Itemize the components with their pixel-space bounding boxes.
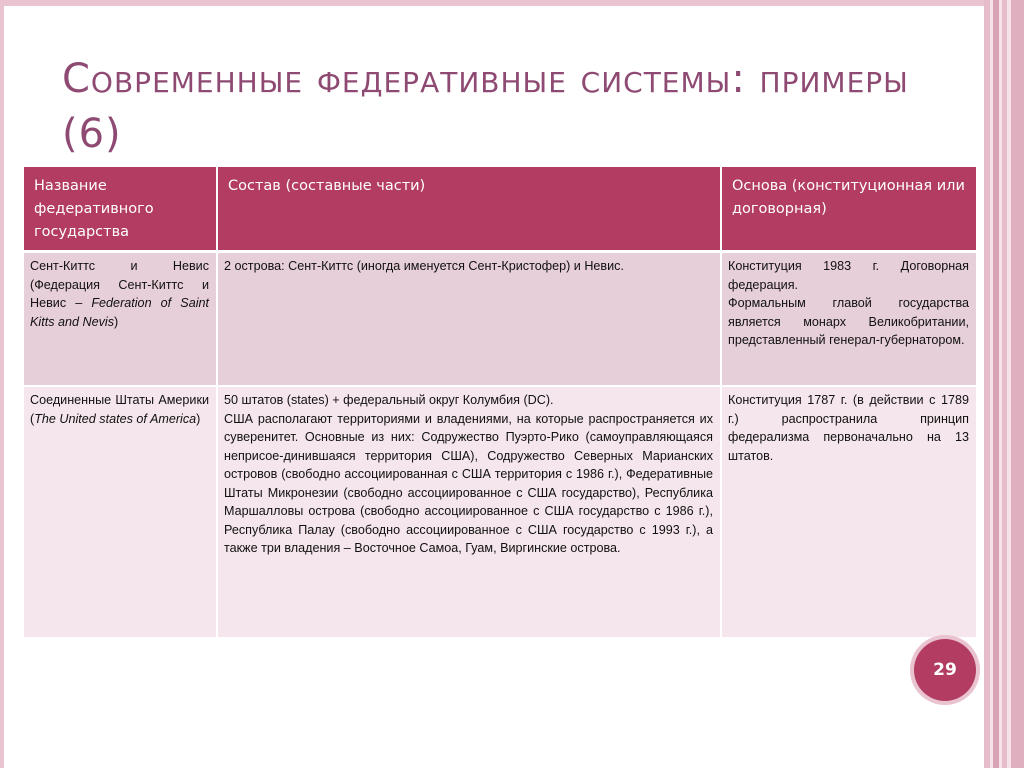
header-basis: Основа (конституционная или договорная) (721, 167, 976, 252)
english-name: Federation of Saint Kitts and Nevis (30, 296, 209, 329)
decorative-right-stripes (984, 0, 1024, 768)
cell-basis: Конституция 1983 г. Договорная федерация. Формальным главой государства является монарх Великобритании, представленный генерал-губернатором. (721, 252, 976, 387)
cell-state-name: Соединенные Штаты Америки (The United states of America) (24, 386, 217, 638)
cell-composition: 2 острова: Сент-Киттс (иногда именуется Сент-Кристофер) и Невис. (217, 252, 721, 387)
slide-title: Современные федеративные системы: примеры (6) (62, 56, 909, 157)
table-row (24, 386, 976, 638)
page-number-badge (914, 639, 976, 701)
page-number: 29 (933, 660, 957, 680)
decorative-left-border (0, 0, 4, 768)
cell-basis: Конституция 1787 г. (в действии с 1789 г.) распространила принцип федерализма первоначально на 13 штатов. (721, 386, 976, 638)
cell-composition: 50 штатов (states) + федеральный округ Колумбия (DC). США располагают территориями и владениями, на которые распространяется их суверенитет. Основные из них: Содружество Пуэрто-Рико (самоуправляющаяся неприсое-динившаяся территория США), Содружество Северных Марианских островов (свободно ассоциированная с США территория с 1986 г.), Федеративные Штаты Микронезии (свободно ассоциированное с США государство), Республика Маршалловы острова (свободно ассоциированное с США государство с 1986 г.), Республика Палау (свободно ассоциированное с США государство с 1993 г.), а также три владения – Восточное Самоа, Гуам, Виргинские острова. (217, 386, 721, 638)
header-composition: Состав (составные части) (217, 167, 721, 252)
cell-state-name: Сент-Киттс и Невис (Федерация Сент-Киттс и Невис – Federation of Saint Kitts and Nevis) (24, 252, 217, 387)
federations-table (24, 167, 976, 639)
table-header-row (24, 167, 976, 252)
english-name: The United states of America (34, 411, 197, 426)
table-row (24, 252, 976, 387)
header-state-name: Название федеративного государства (24, 167, 217, 252)
decorative-top-border (0, 0, 985, 6)
